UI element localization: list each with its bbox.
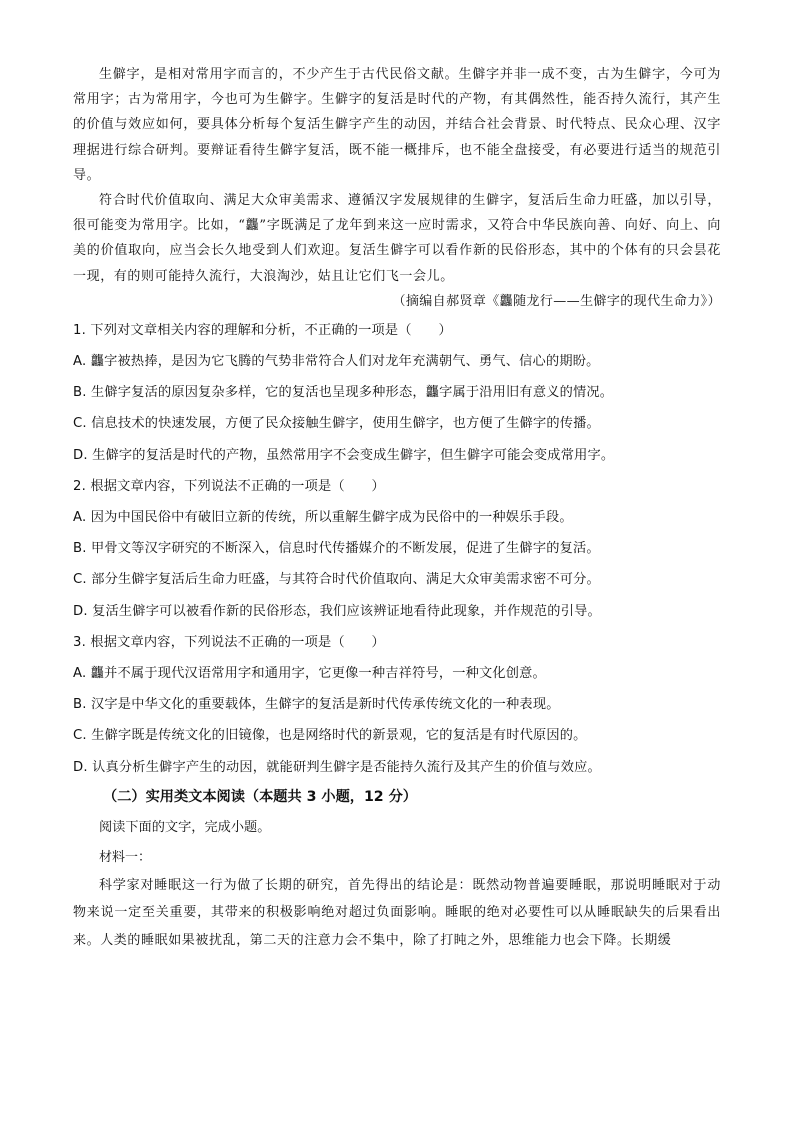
answer-option: D. 认真分析生僻字产生的动因，就能研判生僻字是否能持久流行及其产生的价值与效应。 [73,759,601,775]
passage-one [73,62,721,289]
passage-paragraph: 科学家对睡眠这一行为做了长期的研究，首先得出的结论是：既然动物普遍要睡眠，那说明睡眠对于动物来说一定至关重要，其带来的积极影响绝对超过负面影响。睡眠的绝对必要性可以从睡眠缺失的后果看出来。人类的睡眠如果被扰乱，第二天的注意力会不集中，除了打盹之外，思维能力也会下降。长期缓 [73,877,721,948]
answer-option: A. 因为中国民俗中有破旧立新的传统，所以重解生僻字成为民俗中的一种娱乐手段。 [73,510,573,526]
section-heading: （二）实用类文本阅读（本题共 3 小题，12 分） [103,788,417,805]
answer-option: C. 生僻字既是传统文化的旧镜像，也是网络时代的新景观，它的复活是有时代原因的。 [73,728,587,744]
answer-option: A. 龘字被热捧，是因为它飞腾的气势非常符合人们对龙年充满朝气、勇气、信心的期盼。 [73,354,600,370]
question-1 [73,315,721,471]
answer-option: C. 部分生僻字复活后生命力旺盛，与其符合时代价值取向、满足大众审美需求密不可分。 [73,572,600,588]
question-2 [73,471,721,627]
passage-paragraph: 符合时代价值取向、满足大众审美需求、遵循汉字发展规律的生僻字，复活后生命力旺盛，加以引导，很可能变为常用字。比如，“龘”字既满足了龙年到来这一应时需求，又符合中华民族向善、向好、向上、向美的价值取向，应当会长久地受到人们欢迎。复活生僻字可以看作新的民俗形态，其中的个体有的只会昙花一现，有的则可能持久流行，大浪淘沙，姑且让它们飞一会儿。 [73,193,721,284]
question-3 [73,627,721,783]
question-stem: 2. 根据文章内容，下列说法不正确的一项是（ ） [73,478,385,494]
answer-option: B. 甲骨文等汉字研究的不断深入，信息时代传播媒介的不断发展，促进了生僻字的复活。 [73,541,600,557]
source-citation: （摘编自郝贤章《龘随龙行——生僻字的现代生命力》） [392,293,721,309]
material-one-text [73,872,721,955]
answer-option: A. 龘并不属于现代汉语常用字和通用字，它更像一种吉祥符号，一种文化创意。 [73,666,546,682]
answer-option: D. 复活生僻字可以被看作新的民俗形态，我们应该辨证地看待此现象，并作规范的引导。 [73,603,601,619]
material-label: 材料一： [99,849,152,865]
passage-paragraph: 生僻字，是相对常用字而言的，不少产生于古代民俗文献。生僻字并非一成不变，古为生僻字，今可为常用字；古为常用字，今也可为生僻字。生僻字的复活是时代的产物，有其偶然性，能否持久流行，其产生的价值与效应如何，要具体分析每个复活生僻字产生的动因，并结合社会背景、时代特点、民众心理、汉字理据进行综合研判。要辩证看待生僻字复活，既不能一概排斥，也不能全盘接受，有必要进行适当的规范引导。 [73,67,721,183]
question-stem: 1. 下列对文章相关内容的理解和分析，不正确的一项是（ ） [73,322,452,338]
answer-option: C. 信息技术的快速发展，方便了民众接触生僻字，使用生僻字，也方便了生僻字的传播。 [73,416,600,432]
section-instruction: 阅读下面的文字，完成小题。 [99,819,271,835]
document-page [73,62,721,954]
answer-option: D. 生僻字的复活是时代的产物，虽然常用字不会变成生僻字，但生僻字可能会变成常用字。 [73,447,615,463]
answer-option: B. 汉字是中华文化的重要载体，生僻字的复活是新时代传承传统文化的一种表现。 [73,697,560,713]
question-stem: 3. 根据文章内容，下列说法不正确的一项是（ ） [73,634,385,650]
answer-option: B. 生僻字复活的原因复杂多样，它的复活也呈现多种形态，龘字属于沿用旧有意义的情况。 [73,385,614,401]
